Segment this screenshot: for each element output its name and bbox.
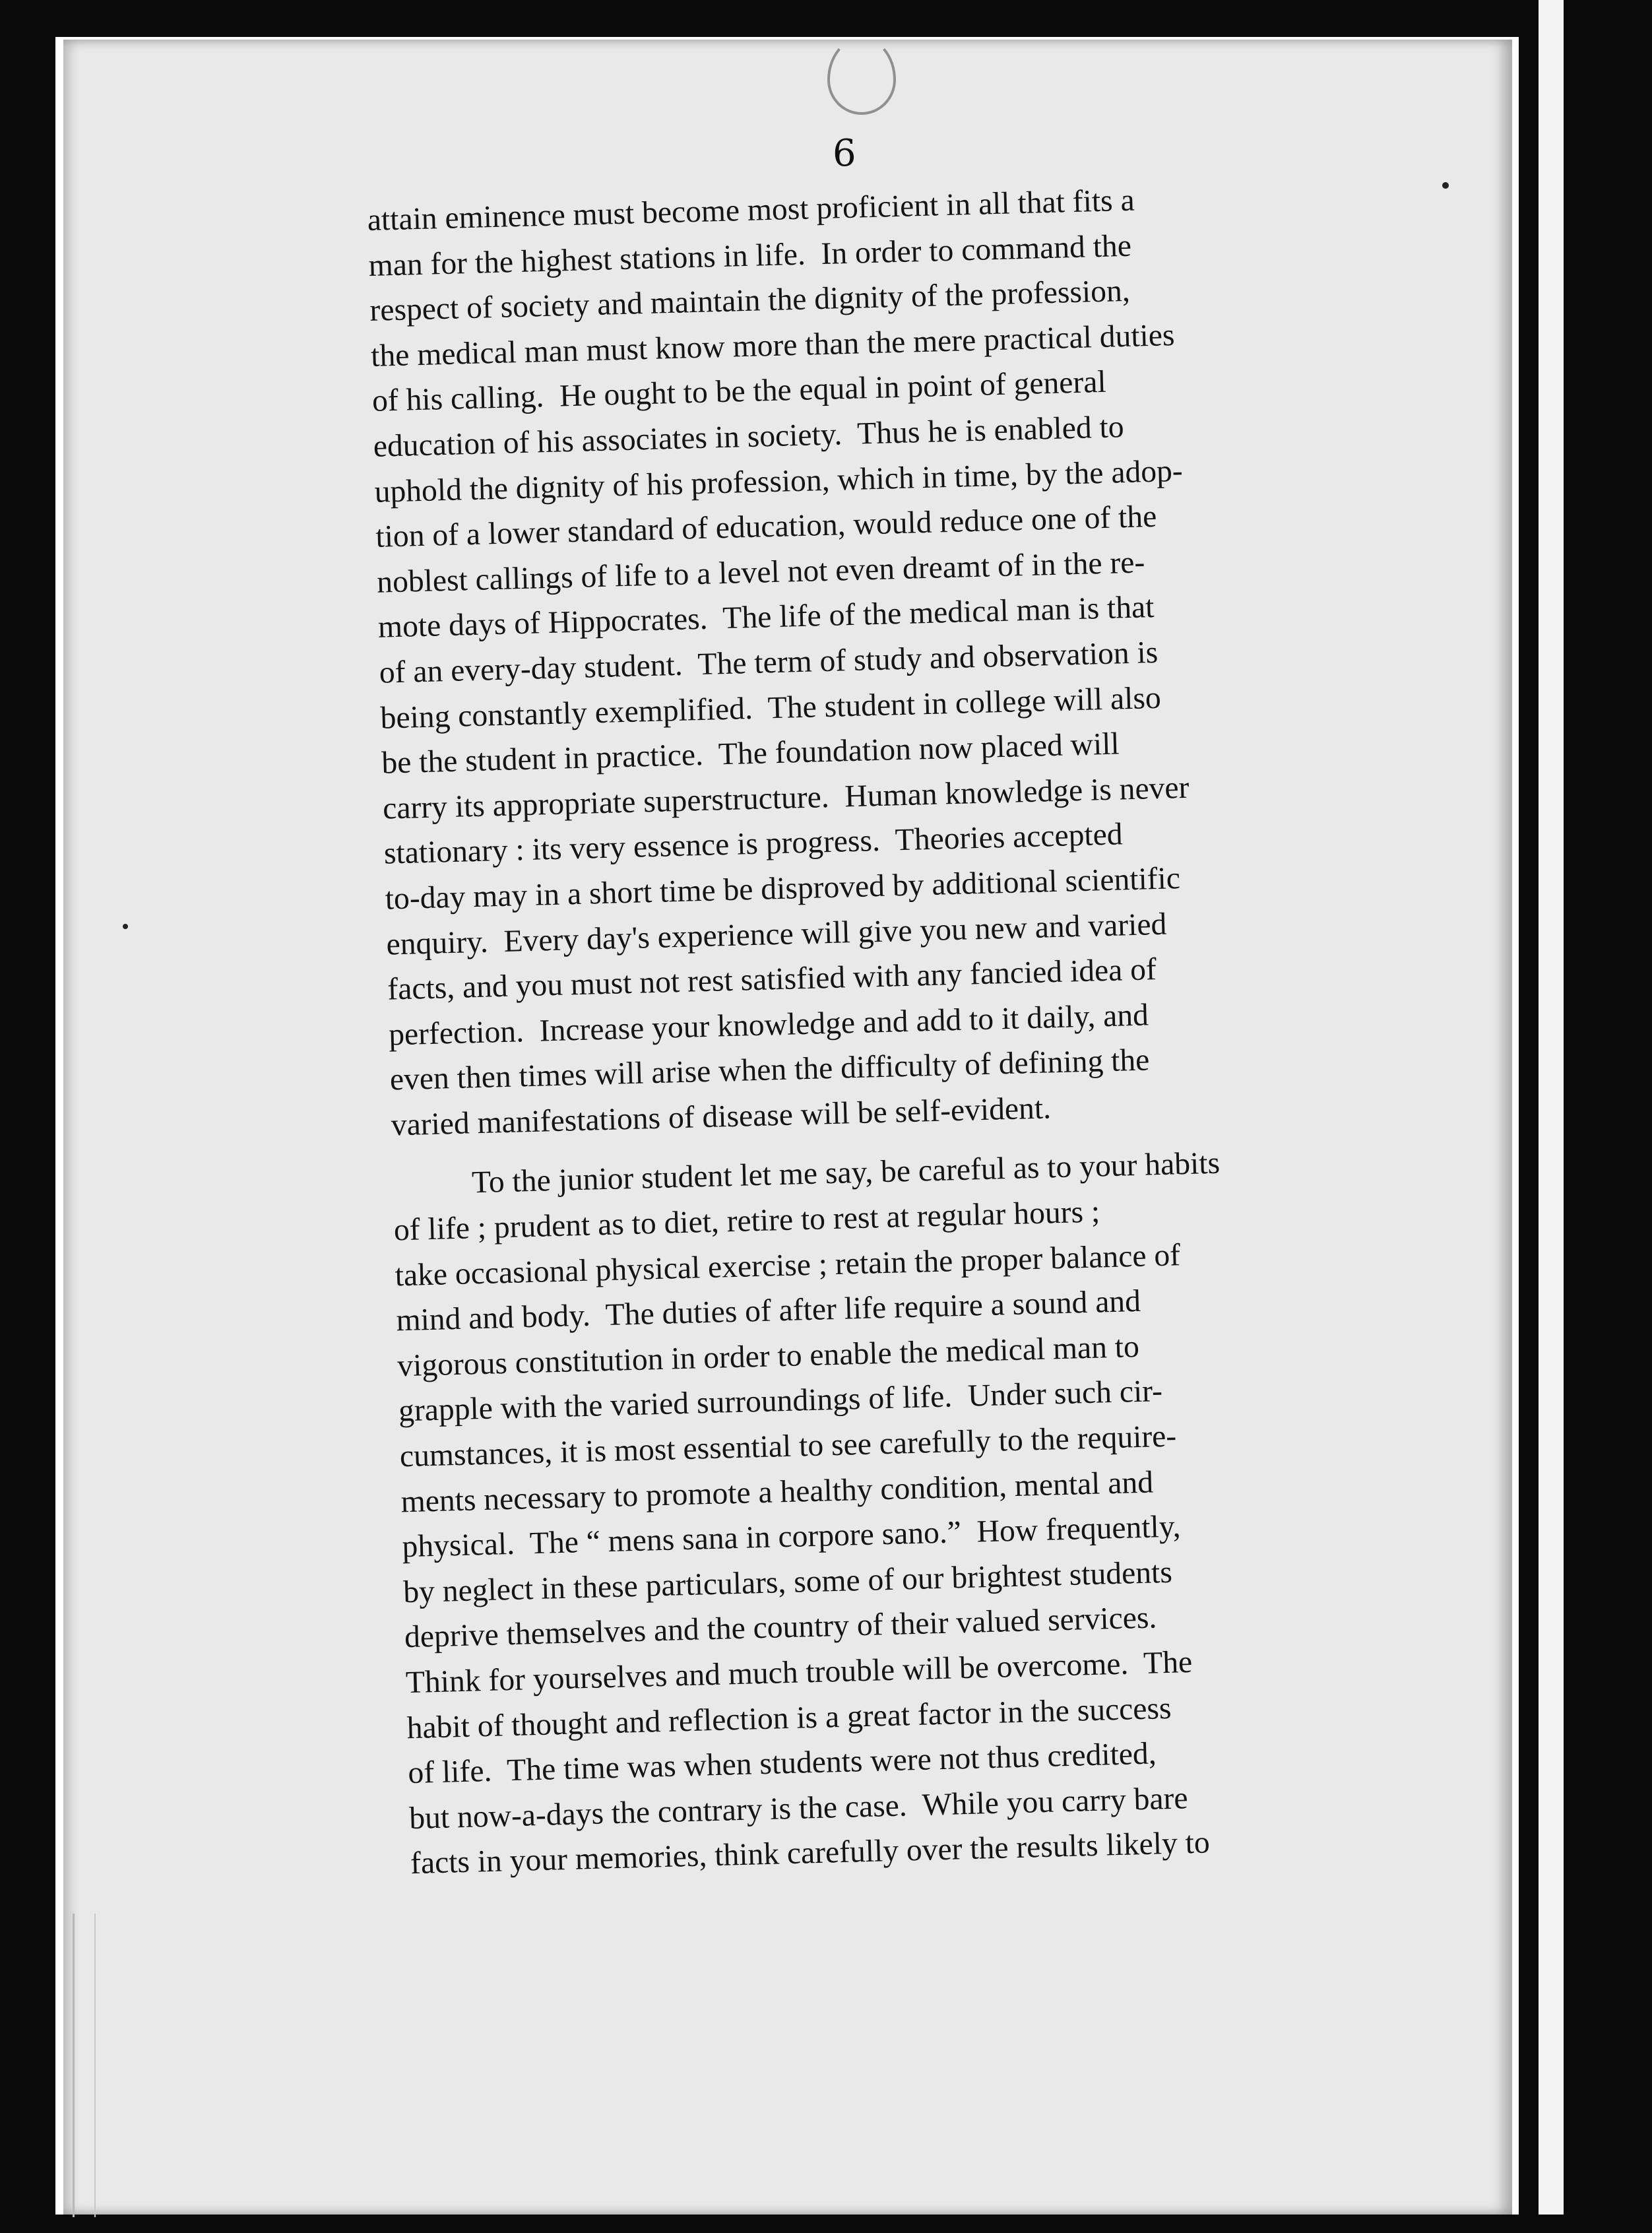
- body-text: [367, 172, 1413, 1887]
- text-line: mind and body. The duties of after life require a sound and: [395, 1284, 1141, 1338]
- text-line: varied manifestations of disease will be self-evident.: [391, 1091, 1052, 1143]
- text-line: grapple with the varied surroundings of life. Under such cir-: [398, 1374, 1163, 1429]
- text-line: noblest callings of life to a level not even dreamt of in the re-: [376, 545, 1145, 600]
- page-edge-shadow: [73, 1914, 96, 2217]
- text-line: To the junior student let me say, be careful as to your habits: [471, 1146, 1221, 1200]
- handwritten-margin-mark: [827, 37, 896, 115]
- text-line: ments necessary to promote a healthy condition, mental and: [400, 1465, 1154, 1519]
- text-line: of life ; prudent as to diet, retire to rest at regular hours ;: [393, 1194, 1100, 1248]
- text-line: to-day may in a short time be disproved by additional scientific: [385, 860, 1181, 917]
- text-line: habit of thought and reflection is a great factor in the success: [406, 1691, 1172, 1745]
- paragraph: [392, 1136, 1413, 1887]
- text-line: being constantly exemplified. The student in college will also: [379, 680, 1162, 736]
- text-line: even then times will arise when the difficulty of defining the: [389, 1043, 1150, 1097]
- text-line: of an every-day student. The term of study and observation is: [379, 635, 1159, 690]
- film-border-left: [0, 0, 55, 2233]
- text-line: perfection. Increase your knowledge and add to it daily, and: [388, 998, 1149, 1052]
- text-line: but now-a-days the contrary is the case. While you carry bare: [408, 1781, 1189, 1836]
- text-line: enquiry. Every day's experience will give you new and varied: [385, 907, 1167, 962]
- text-line: the medical man must know more than the mere practical duties: [370, 317, 1176, 373]
- text-line: cumstances, it is most essential to see carefully to the require-: [399, 1419, 1177, 1474]
- text-line: facts, and you must not rest satisfied with any fancied idea of: [387, 952, 1157, 1007]
- text-line: of his calling. He ought to be the equal in point of general: [371, 365, 1107, 419]
- page-number: 6: [833, 132, 856, 175]
- scan-speck: [1442, 182, 1449, 189]
- text-line: attain eminence must become most proficient in all that fits a: [367, 183, 1135, 238]
- paragraph: [367, 172, 1394, 1148]
- text-line: mote days of Hippocrates. The life of the medical man is that: [377, 590, 1155, 645]
- text-line: stationary : its very essence is progress. Theories accepted: [383, 817, 1124, 871]
- text-line: vigorous constitution in order to enable the medical man to: [397, 1329, 1140, 1384]
- text-line: facts in your memories, think carefully over the results likely to: [410, 1825, 1211, 1881]
- scan-speck: [123, 924, 128, 929]
- film-border-right-strip: [1539, 0, 1564, 2233]
- text-line: uphold the dignity of his profession, which in time, by the adop-: [373, 453, 1184, 509]
- text-line: take occasional physical exercise ; retain the proper balance of: [395, 1237, 1181, 1293]
- text-line: education of his associates in society. Thus he is enabled to: [373, 410, 1125, 464]
- text-line: deprive themselves and the country of their valued services.: [404, 1600, 1157, 1655]
- text-line: man for the highest stations in life. In order to command the: [368, 228, 1132, 283]
- text-line: by neglect in these particulars, some of our brightest students: [402, 1555, 1173, 1610]
- text-line: respect of society and maintain the dignity of the profession,: [369, 273, 1131, 329]
- text-line: of life. The time was when students were not thus credited,: [407, 1736, 1157, 1791]
- film-border-bottom: [0, 2215, 1652, 2233]
- film-border-top: [0, 0, 1652, 37]
- text-line: Think for yourselves and much trouble will be overcome. The: [405, 1645, 1193, 1700]
- text-line: carry its appropriate superstructure. Human knowledge is never: [382, 770, 1190, 826]
- text-line: tion of a lower standard of education, would reduce one of the: [375, 499, 1157, 554]
- text-line: physical. The “ mens sana in corpore sano.” How frequently,: [401, 1509, 1182, 1565]
- text-line: be the student in practice. The foundation now placed will: [381, 727, 1120, 781]
